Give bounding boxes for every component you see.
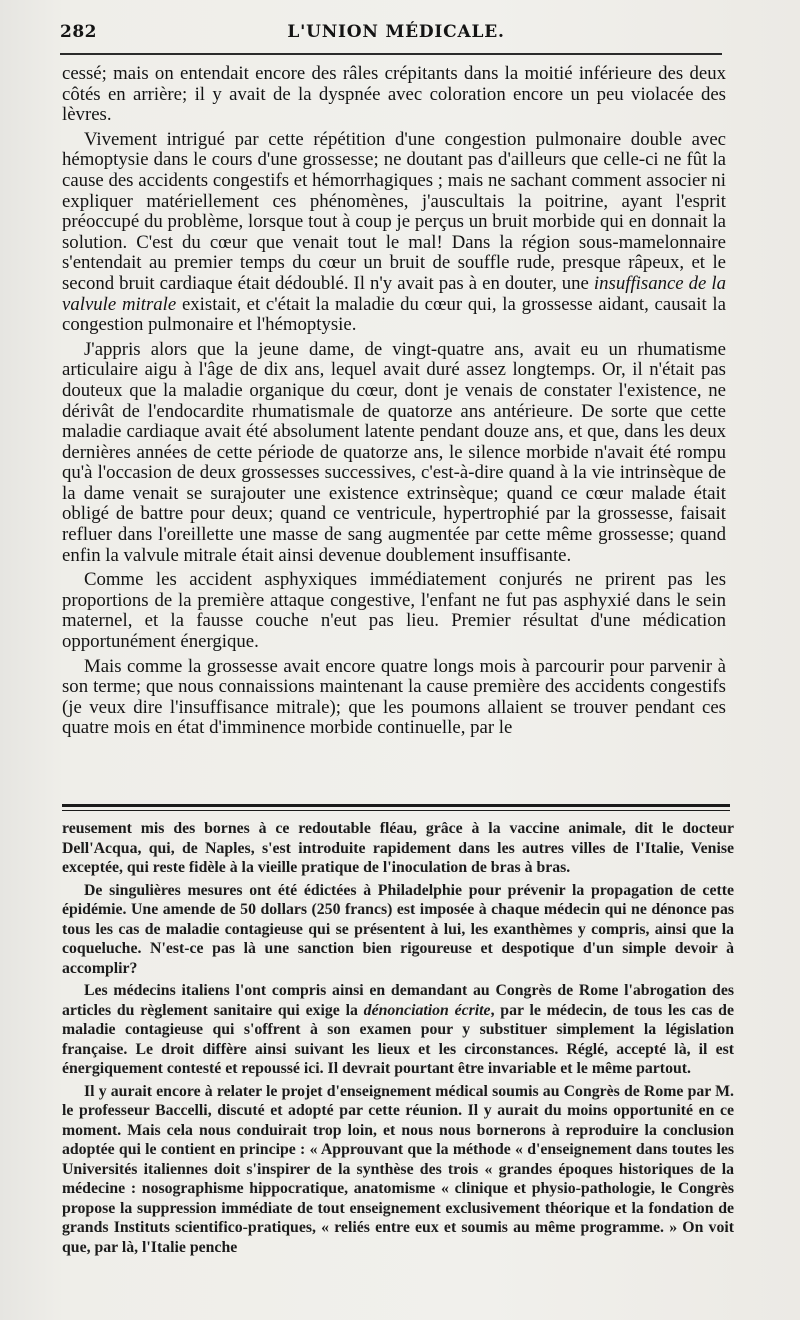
journal-title: L'UNION MÉDICALE. bbox=[287, 22, 505, 42]
separator-thick-rule bbox=[62, 804, 730, 807]
separator-thin-rule bbox=[62, 810, 730, 811]
paragraph-5: Mais comme la grossesse avait encore quatre longs mois à parcourir pour parvenir à son terme; que nous connaissions maintenant la cause première des accidents congestifs (je veux dire l'insuffisance mitrale); que les poumons allaient se trouver pendant ces quatre mois en état d'imminence morbide continuelle, par le bbox=[62, 655, 726, 739]
header-rule bbox=[60, 53, 722, 55]
footnote-paragraph-1: reusement mis des bornes à ce redoutable fléau, grâce à la vaccine animale, dit le docteur Dell'Acqua, qui, de Naples, s'est introduite rapidement dans les autres villes de l'Italie, Venise exceptée, qui reste fidèle à la vieille pratique de l'inoculation de bras à bras. bbox=[62, 820, 734, 876]
paragraph-1: cessé; mais on entendait encore des râles crépitants dans la moitié inférieure des deux côtés en arrière; il y avait de la dyspnée avec coloration encore un peu violacée des lèvres. bbox=[62, 63, 726, 126]
paragraph-2-part-2: existait, et c'était la maladie du cœur qui, la grossesse aidant, causait la congestion pulmonaire et l'hémoptysie. bbox=[62, 293, 726, 336]
paragraph-2 bbox=[62, 130, 726, 336]
paragraph-3: J'appris alors que la jeune dame, de vingt-quatre ans, avait eu un rhumatisme articulaire aigu à l'âge de dix ans, lequel avait duré assez longtemps. Or, il n'était pas douteux que la maladie organique du cœur, dont je venais de constater l'existence, ne dérivât de l'endocardite rhumatismale de quatorze ans antérieure. De sorte que cette maladie cardiaque avait été absolument latente pendant douze ans, et que, dans les deux dernières années de cette période de quatorze ans, le silence morbide n'avait été rompu qu'à l'occasion de deux grossesses successives, c'est-à-dire quand à la vie intrinsèque de la dame venait se surajouter une existence extrinsèque; quand ce cœur malade était obligé de battre pour deux; quand ce ventricule, hypertrophié par la grossesse, faisait refluer dans l'oreillette une masse de sang augmentée par cette même grossesse; quand enfin la valvule mitrale était ainsi devenue doublement insuffisante. bbox=[62, 338, 726, 566]
footnote-paragraph-3-italic: dénonciation écrite bbox=[363, 1001, 491, 1019]
paragraph-4: Comme les accident asphyxiques immédiatement conjurés ne prirent pas les proportions de la première attaque congestive, l'enfant ne fut pas asphyxié dans le sein maternel, et la fausse couche n'eut pas lieu. Premier résultat d'une médication opportunément énergique. bbox=[62, 569, 726, 653]
footnote-paragraph-4: Il y aurait encore à relater le projet d'enseignement médical soumis au Congrès de Rome par M. le professeur Baccelli, discuté et adopté par cette réunion. Il y aurait du moins opportunité en ce moment. Mais cela nous conduirait trop loin, et nous nous bornerons à reproduire la conclusion adoptée qui le contient en principe : « Approuvant que la méthode « d'enseignement dans toutes les Universités italiennes doit s'inspirer de la synthèse des trois « grandes époques historiques de la médecine : nosographisme hippocratique, anatomisme « clinique et physio-pathologie, le Congrès propose la suppression immédiate de tout enseignement exclusivement théorique et la fondation de grands Instituts scientifico-pratiques, « reliés entre eux et soumis au même programme. » On voit que, par là, l'Italie penche bbox=[62, 1082, 734, 1256]
footnote-text bbox=[62, 819, 734, 1260]
paragraph-2-italic: insuffisance de la valvule mitrale bbox=[62, 272, 727, 315]
main-text bbox=[62, 64, 726, 743]
footnote-paragraph-3 bbox=[62, 981, 734, 1079]
footnote-paragraph-3-part-1: Les médecins italiens l'ont compris ainsi en demandant au Congrès de Rome l'abrogation des articles du règlement sanitaire qui exige la bbox=[62, 982, 734, 1019]
paragraph-2-part-1: Vivement intrigué par cette répétition d'une congestion pulmonaire double avec hémoptysie dans le cours d'une grossesse; ne doutant pas d'ailleurs que celle-ci ne fût la cause des accidents congestifs et hémorrhagiques ; mais ne sachant comment associer ni expliquer matériellement ces phénomènes, j'auscultais la poitrine, ayant l'esprit préoccupé du problème, lorsque tout à coup je perçus un bruit morbide qui en donnait la solution. C'est du cœur que venait tout le mal! Dans la région sous-mamelonnaire s'entendait au premier temps du cœur un bruit de souffle rude, presque râpeux, et le second bruit cardiaque était dédoublé. Il n'y avait pas à en douter, une bbox=[62, 128, 726, 294]
page-number: 282 bbox=[60, 22, 97, 42]
page-header bbox=[60, 22, 732, 52]
footnote-paragraph-3-part-2: , par le médecin, de tous les cas de maladie contagieuse qui s'offrent à son examen pour y substituer simplement la législation française. Le droit diffère ainsi suivant les lieux et les circonstances. Réglé, accepté là, il est énergiquement contesté et repoussé ici. Il devrait pourtant être invariable et le même partout. bbox=[62, 1001, 734, 1077]
footnote-paragraph-2: De singulières mesures ont été édictées à Philadelphie pour prévenir la propagation de cette épidémie. Une amende de 50 dollars (250 francs) est imposée à chaque médecin qui ne dénonce pas tous les cas de maladie contagieuse qui se présentent à lui, les exanthèmes y compris, ainsi que la coqueluche. N'est-ce pas là une sanction bien rigoureuse et despotique d'un simple devoir à accomplir? bbox=[62, 881, 734, 977]
